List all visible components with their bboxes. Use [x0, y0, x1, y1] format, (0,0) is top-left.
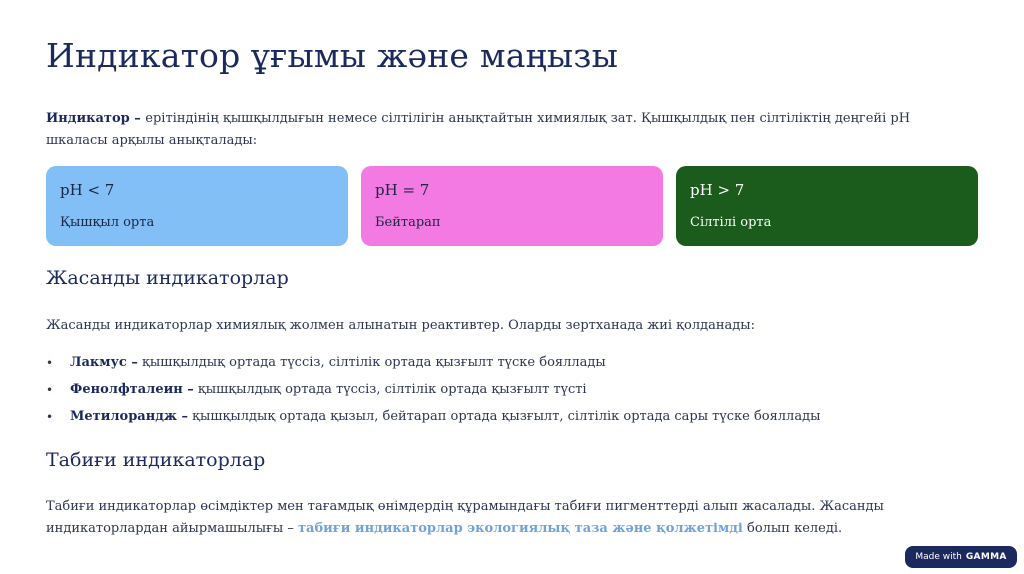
card-ph: pH > 7 [690, 181, 745, 199]
natural-highlight: табиғи индикаторлар экологиялық таза және қолжетімді [298, 521, 743, 536]
intro-text: ерітіндінің қышқылдығын немесе сілтілігін анықтайтын химиялық зат. Қышқылдық пен сілтіліктің деңгейі pH шкаласы арқылы анықталады: [46, 111, 911, 148]
card-alkaline [676, 166, 978, 246]
intro-paragraph [46, 108, 946, 152]
item-name: Фенолфталеин – [70, 382, 194, 397]
item-desc: қышқылдық ортада түссіз, сілтілік ортада қызғылт түске бояллады [137, 355, 606, 370]
card-neutral [361, 166, 663, 246]
natural-body: Табиғи индикаторлар өсімдіктер мен тағамдық өнімдердің құрамындағы табиғи пигменттерді алып жасалады. Жасанды индикаторлардан айырмашылығы – [46, 499, 884, 536]
card-acidic [46, 166, 348, 246]
natural-heading: Табиғи индикаторлар [46, 449, 266, 471]
list-item [46, 352, 946, 379]
item-name: Метилорандж – [70, 409, 189, 424]
natural-tail: болып келеді. [742, 521, 843, 536]
natural-text [46, 496, 946, 540]
bullet-icon: • [46, 383, 54, 397]
item-desc: қышқылдық ортада қызыл, бейтарап ортада қызғылт, сілтілік ортада сары түске бояллады [188, 409, 821, 424]
bullet-icon: • [46, 410, 54, 424]
synthetic-text: Жасанды индикаторлар химиялық жолмен алынатын реактивтер. Оларды зертханада жиі қолданады: [46, 318, 756, 333]
card-label: Қышқыл орта [60, 215, 155, 230]
badge-prefix: Made with [915, 552, 962, 562]
synthetic-list [46, 352, 946, 433]
made-with-gamma-badge[interactable] [905, 546, 1017, 568]
gamma-logo: GAMMA [965, 552, 1007, 562]
synthetic-heading: Жасанды индикаторлар [46, 267, 289, 289]
list-item [46, 406, 946, 433]
bullet-icon: • [46, 356, 54, 370]
card-ph: pH = 7 [375, 181, 430, 199]
card-ph: pH < 7 [60, 181, 115, 199]
ph-cards [46, 166, 978, 246]
page-title: Индикатор ұғымы және маңызы [46, 36, 619, 75]
intro-dash: – [129, 111, 146, 126]
item-desc: қышқылдық ортада түссіз, сілтілік ортада қызғылт түсті [193, 382, 587, 397]
card-label: Сілтілі орта [690, 215, 772, 230]
list-item [46, 379, 946, 406]
item-name: Лакмус – [70, 355, 138, 370]
intro-term: Индикатор [46, 111, 130, 126]
card-label: Бейтарап [375, 215, 441, 230]
